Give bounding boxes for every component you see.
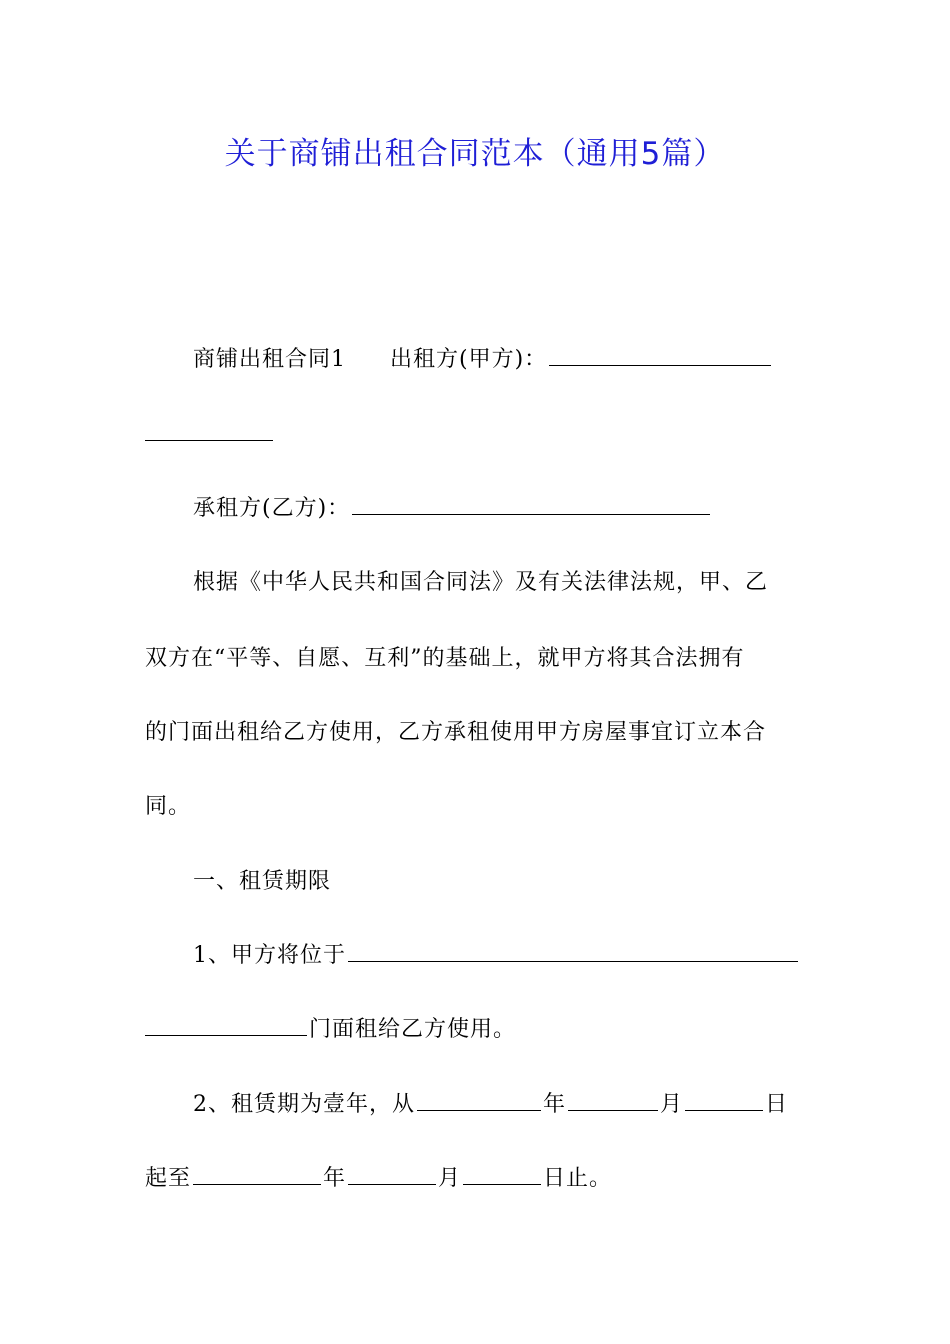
end-year-label: 年 (323, 1166, 347, 1191)
preamble-line-4: 同。 (145, 794, 192, 819)
day-label: 日 (765, 1092, 789, 1117)
item2-line (193, 1090, 788, 1120)
contract-heading: 商铺出租合同1 (193, 347, 346, 372)
start-year-blank (417, 1090, 541, 1111)
lessor-label: 出租方(甲方)： (390, 347, 548, 372)
start-day-blank (685, 1090, 763, 1111)
item1-location-blank (348, 941, 798, 962)
item2-end: 日止。 (543, 1166, 613, 1191)
preamble-line-2: 双方在“平等、自愿、互利”的基础上，就甲方将其合法拥有 (145, 646, 745, 671)
lessor-blank (549, 345, 771, 366)
lessor-blank-2 (145, 420, 273, 441)
section1-heading: 一、租赁期限 (193, 869, 332, 894)
lessee-blank (352, 494, 710, 515)
item2-prefix: 2、租赁期为壹年，从 (193, 1092, 415, 1117)
item2-line-2 (145, 1164, 612, 1194)
item1-line-2 (145, 1015, 516, 1045)
month-label: 月 (660, 1092, 684, 1117)
preamble-line-3: 的门面出租给乙方使用，乙方承租使用甲方房屋事宜订立本合 (145, 720, 767, 745)
item1-suffix: 门面租给乙方使用。 (309, 1017, 517, 1042)
item2-line2-prefix: 起至 (145, 1166, 192, 1191)
item1-prefix: 1、甲方将位于 (193, 943, 346, 968)
end-month-label: 月 (438, 1166, 462, 1191)
end-month-blank (348, 1164, 436, 1185)
lessee-label: 承租方(乙方)： (193, 496, 351, 521)
item1-location-blank-2 (145, 1015, 307, 1036)
end-year-blank (193, 1164, 321, 1185)
contract-heading-line (193, 345, 773, 375)
preamble-line-1: 根据《中华人民共和国合同法》及有关法律法规，甲、乙 (193, 570, 769, 595)
item1-line (193, 941, 800, 971)
lessee-line (193, 494, 712, 524)
start-month-blank (568, 1090, 658, 1111)
year-label: 年 (543, 1092, 567, 1117)
end-day-blank (463, 1164, 541, 1185)
document-title: 关于商铺出租合同范本（通用5篇） (224, 136, 726, 172)
lessor-blank-continuation (145, 420, 275, 450)
